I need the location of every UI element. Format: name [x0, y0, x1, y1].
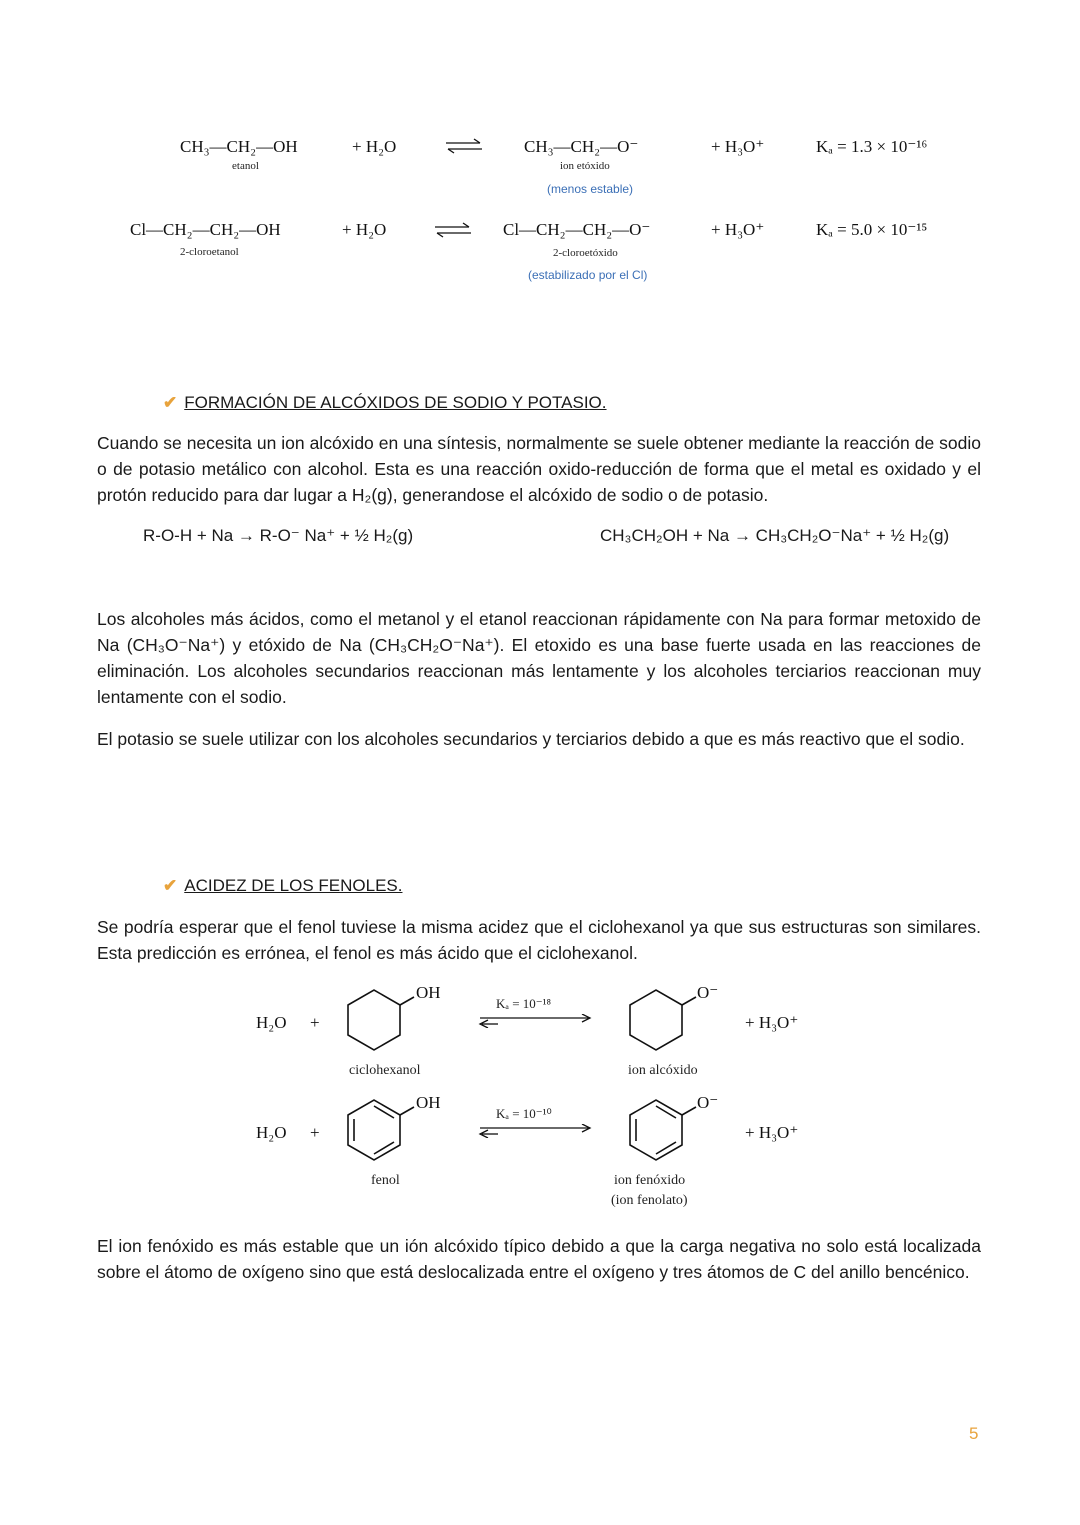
alkoxide-ion-label: ion alcóxido [628, 1063, 698, 1078]
ka-label: Kₐ = 10⁻¹⁸ [496, 996, 552, 1011]
check-icon: ✔ [163, 876, 178, 895]
anion-label: O⁻ [697, 983, 719, 1002]
reaction-general: R-O-H + Na → R-O⁻ Na⁺ + ½ H₂(g) [143, 526, 414, 545]
phenoxide-ring-icon [620, 1094, 700, 1170]
ka-value: Kₐ = 1.3 × 10⁻¹⁶ [816, 137, 928, 156]
paragraph: Los alcoholes más ácidos, como el metanol y el etanol reaccionan rápidamente con Na para formar metoxido de Na (CH₃O⁻Na⁺) y etóxido de Na (CH₃CH₂O⁻Na⁺). El etoxido es una base fuerte usada en las reacciones de eliminación. Los alcoholes secundarios reaccionan más lentamente y los alcoholes terciarios reaccionan muy lentamente con el sodio. [97, 609, 981, 707]
equilibrium-arrow-icon [478, 1124, 594, 1138]
section-heading-phenols [163, 876, 402, 896]
ethoxide-formula: CH₃—CH₂—O⁻ [524, 137, 639, 156]
paragraph: Se podría esperar que el fenol tuviese la misma acidez que el ciclohexanol ya que sus estructuras son similares. Esta predicción es errónea, el fenol es más ácido que el ciclohexanol. [97, 917, 981, 963]
chloroethanol-label: 2-cloroetanol [180, 246, 239, 258]
section-heading-alkoxides [163, 393, 607, 413]
equilibrium-arrow-icon [478, 1014, 594, 1028]
page-number: 5 [969, 1424, 979, 1443]
water-formula: H₂O [256, 1123, 287, 1142]
water-plus: + H₂O [342, 220, 387, 239]
phenol-label: fenol [371, 1173, 400, 1188]
hydronium-plus: + H₃O⁺ [745, 1123, 799, 1142]
plus-sign: + [310, 1013, 320, 1032]
ethoxide-label: ion etóxido [560, 160, 610, 172]
section-title: FORMACIÓN DE ALCÓXIDOS DE SODIO Y POTASIO. [184, 393, 607, 412]
paragraph: El ion fenóxido es más estable que un ión alcóxido típico debido a que la carga negativa no solo está localizada sobre el átomo de oxígeno sino que está deslocalizada entre el oxígeno y tres átomos de C del anillo bencénico. [97, 1236, 981, 1282]
hydroxyl-label: OH [416, 983, 441, 1002]
chloroethoxide-note: (estabilizado por el Cl) [528, 268, 648, 282]
equilibrium-arrow-icon [444, 138, 484, 154]
ka-label: Kₐ = 10⁻¹⁰ [496, 1106, 552, 1121]
alkoxide-ring-icon [620, 984, 700, 1060]
ka-value: Kₐ = 5.0 × 10⁻¹⁵ [816, 220, 928, 239]
cyclohexanol-ring-icon [338, 984, 418, 1060]
phenol-ring-icon [338, 1094, 418, 1170]
chloroethoxide-label: 2-cloroetóxido [553, 247, 618, 259]
check-icon: ✔ [163, 393, 178, 412]
cyclohexanol-label: ciclohexanol [349, 1063, 421, 1078]
section-title: ACIDEZ DE LOS FENOLES. [184, 876, 403, 895]
hydronium-plus: + H₃O⁺ [711, 220, 765, 239]
equilibrium-arrow-icon [433, 222, 473, 238]
plus-sign: + [310, 1123, 320, 1142]
water-plus: + H₂O [352, 137, 397, 156]
ethanol-label: etanol [232, 160, 259, 172]
phenolate-label: (ion fenolato) [611, 1193, 688, 1208]
paragraph: Cuando se necesita un ion alcóxido en una síntesis, normalmente se suele obtener mediante la reacción de sodio o de potasio metálico con alcohol. Esta es una reacción oxido-reducción de forma que el metal es oxidado y el protón reducido para dar lugar a H₂(g), generandose el alcóxido de sodio o de potasio. [97, 433, 981, 505]
hydroxyl-label: OH [416, 1093, 441, 1112]
water-formula: H₂O [256, 1013, 287, 1032]
ethanol-formula: CH₃—CH₂—OH [180, 137, 298, 156]
hydronium-plus: + H₃O⁺ [745, 1013, 799, 1032]
reaction-example: CH₃CH₂OH + Na → CH₃CH₂O⁻Na⁺ + ½ H₂(g) [600, 526, 950, 545]
hydronium-plus: + H₃O⁺ [711, 137, 765, 156]
chloroethanol-formula: Cl—CH₂—CH₂—OH [130, 220, 281, 239]
paragraph: El potasio se suele utilizar con los alcoholes secundarios y terciarios debido a que es más reactivo que el sodio. [97, 729, 965, 749]
ethoxide-note: (menos estable) [547, 182, 634, 196]
anion-label: O⁻ [697, 1093, 719, 1112]
phenoxide-ion-label: ion fenóxido [614, 1173, 686, 1188]
chloroethoxide-formula: Cl—CH₂—CH₂—O⁻ [503, 220, 651, 239]
